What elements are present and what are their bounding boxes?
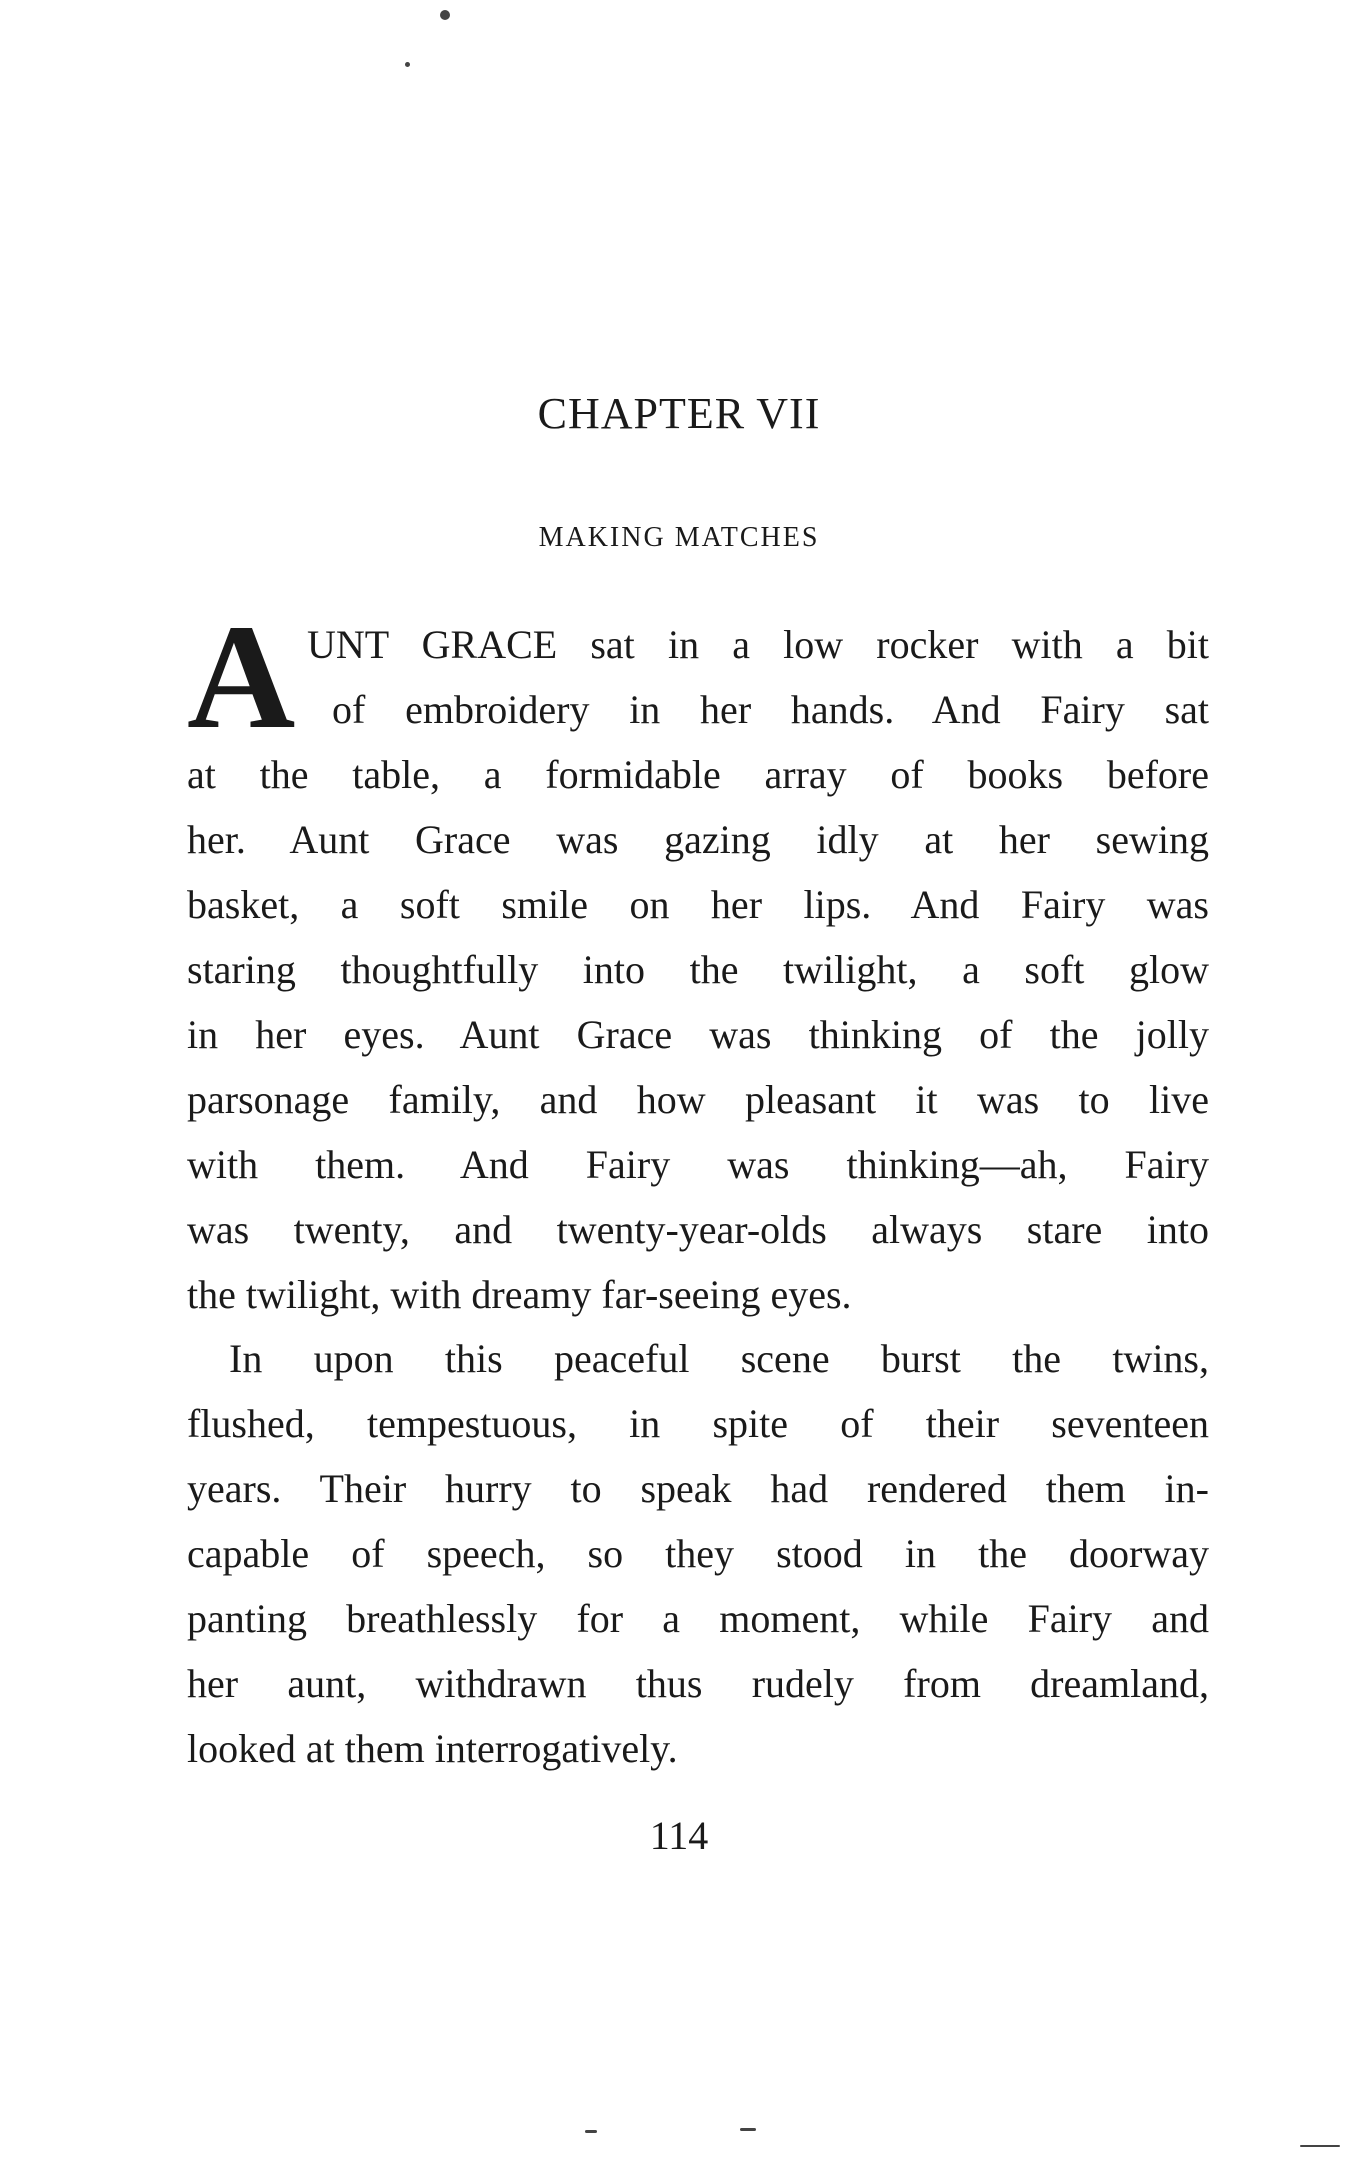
- scan-speck: [405, 62, 410, 67]
- text-line: basket, a soft smile on her lips. And Fairy was: [187, 882, 1209, 927]
- paragraph-2: [187, 1326, 1209, 1781]
- text-line: was twenty, and twenty-year-olds always stare into: [187, 1207, 1209, 1252]
- text-line: with them. And Fairy was thinking—ah, Fairy: [187, 1142, 1209, 1187]
- text-line: parsonage family, and how pleasant it was to live: [187, 1077, 1209, 1122]
- scan-speck: [585, 2130, 597, 2133]
- text-line: her. Aunt Grace was gazing idly at her sewing: [187, 817, 1209, 862]
- text-line: the twilight, with dreamy far-seeing eyes.: [187, 1272, 852, 1317]
- text-line: In upon this peaceful scene burst the twins,: [229, 1336, 1209, 1381]
- chapter-title: CHAPTER VII: [537, 389, 821, 438]
- text-line: of embroidery in her hands. And Fairy sat: [332, 687, 1209, 732]
- text-line: at the table, a formidable array of books before: [187, 752, 1209, 797]
- text-line: years. Their hurry to speak had rendered them in-: [187, 1466, 1209, 1511]
- text-line: in her eyes. Aunt Grace was thinking of the jolly: [187, 1012, 1209, 1057]
- text-line: capable of speech, so they stood in the doorway: [187, 1531, 1209, 1576]
- scan-speck: [1300, 2145, 1340, 2147]
- drop-cap: A: [187, 594, 296, 760]
- scan-speck: [740, 2128, 756, 2131]
- text-line: panting breathlessly for a moment, while Fairy and: [187, 1596, 1209, 1641]
- text-line: flushed, tempestuous, in spite of their seventeen: [187, 1401, 1209, 1446]
- text-line: UNT GRACE sat in a low rocker with a bit: [307, 622, 1209, 667]
- page-number: 114: [649, 1813, 709, 1858]
- text-line: her aunt, withdrawn thus rudely from dreamland,: [187, 1661, 1209, 1706]
- paragraph-1: [187, 594, 1209, 1327]
- text-line: staring thoughtfully into the twilight, a soft glow: [187, 947, 1209, 992]
- scan-speck: [440, 10, 450, 20]
- text-line: looked at them interrogatively.: [187, 1726, 678, 1771]
- chapter-subtitle: MAKING MATCHES: [538, 522, 820, 553]
